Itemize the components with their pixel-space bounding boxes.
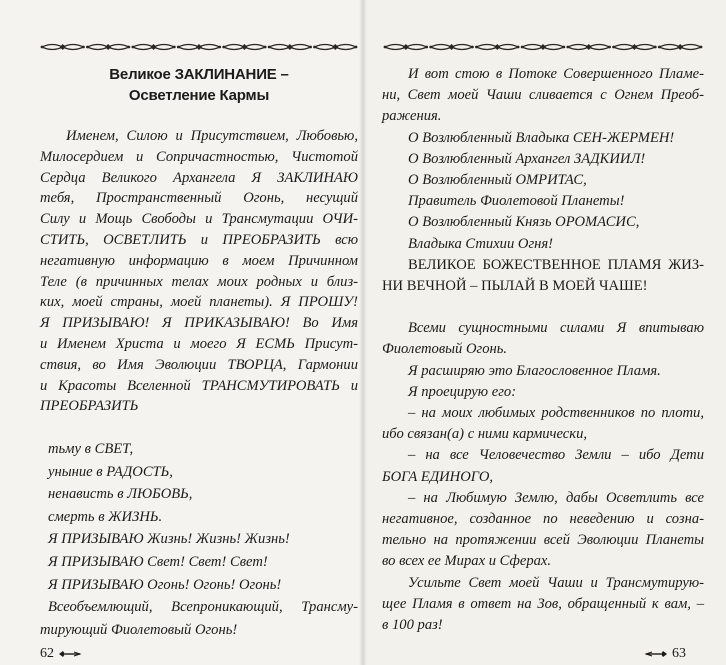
text-line: в 100 раз! xyxy=(382,617,443,634)
text-line: – на Любимую Землю, дабы Осветлить все xyxy=(408,489,704,506)
text-line: ПРЕОБРАЗИТЬ xyxy=(40,398,139,415)
text-line: щее Пламя в ответ на Зов, обращенный к вам, – xyxy=(382,595,704,612)
text-line: Я ПРИЗЫВАЮ! Я ПРИКАЗЫВАЮ! Во Имя xyxy=(40,315,358,332)
ornament-motif xyxy=(566,44,611,50)
text-line: О Возлюбленный Князь ОРОМАСИС, xyxy=(408,214,640,231)
text-line: Фиолетовый Огонь. xyxy=(382,341,508,358)
text-line: тьму в СВЕТ, xyxy=(48,441,134,457)
text-line: смерть в ЖИЗНЬ. xyxy=(48,508,163,525)
text-line: ВЕЛИКОЕ БОЖЕСТВЕННОЕ ПЛАМЯ ЖИЗ- xyxy=(408,256,704,273)
text-line: ненависть в ЛЮБОВЬ, xyxy=(48,486,193,503)
quill-icon xyxy=(58,649,82,659)
text-line: Я расширяю это Благословенное Пламя. xyxy=(408,362,661,379)
ornament-motif xyxy=(612,44,657,50)
ornament-motif xyxy=(222,44,266,50)
text-line: Владыка Стихии Огня! xyxy=(408,235,554,252)
page-number-left xyxy=(40,646,82,662)
text-line: негативную информацию в моем Причинном xyxy=(40,252,358,269)
text-line: Теле (в причинных телах моих родных и близ- xyxy=(40,273,358,290)
text-line: О Возлюбленный Владыка СЕН-ЖЕРМЕН! xyxy=(408,129,675,146)
text-line: ибо связан(а) с ними кармически, xyxy=(382,426,588,443)
right-body-text xyxy=(382,64,704,636)
text-line: ких, моей страны, моей планеты). Я ПРОШУ! xyxy=(40,294,358,311)
text-line: Милосердием и Сопричастностью, Чистотой xyxy=(40,148,358,165)
quill-icon xyxy=(644,649,668,659)
text-line: О Возлюбленный Архангел ЗАДКИИЛ! xyxy=(408,150,646,167)
text-line: Я проецирую его: xyxy=(408,383,517,400)
paragraph-gap xyxy=(382,297,704,318)
section-title xyxy=(40,64,358,106)
text-line: и Именем Христа и моего Я ЕСМЬ Присут- xyxy=(40,335,358,352)
page-number-value: 62 xyxy=(40,646,54,661)
text-line: Я ПРИЗЫВАЮ Свет! Свет! Свет! xyxy=(48,553,268,570)
text-line: негативное, созданное по неведению и созна- xyxy=(382,511,704,528)
ornament-motif xyxy=(313,44,357,50)
ornament-motif xyxy=(131,44,175,50)
ornament-divider-right xyxy=(383,40,703,54)
text-line: ни, Свет моей Чаши сливается с Огнем Преоб- xyxy=(382,87,704,104)
ornament-divider-left xyxy=(40,40,358,54)
text-line: Всеобъемлющий, Всепроникающий, Трансму- xyxy=(48,599,358,616)
text-line: О Возлюбленный ОМРИТАС, xyxy=(408,172,587,189)
text-line: ражения. xyxy=(382,108,442,125)
page-number-right xyxy=(644,646,686,662)
book-spine-shadow xyxy=(359,0,367,665)
title-line-2: Осветление Кармы xyxy=(128,87,270,104)
ornament-motif xyxy=(521,44,566,50)
ornament-motif xyxy=(384,44,429,50)
text-line: во всех ее Мирах и Сферах. xyxy=(382,553,552,570)
text-line: Именем, Силою и Присутствием, Любовью, xyxy=(66,128,358,144)
right-page xyxy=(363,0,726,665)
text-line: уныние в РАДОСТЬ, xyxy=(48,463,173,480)
ornament-motif xyxy=(41,44,85,50)
ornament-motif xyxy=(268,44,312,50)
text-line: – на все Человечество Земли – ибо Дети xyxy=(408,447,704,464)
text-line: Усильте Свет моей Чаши и Трансмутирую- xyxy=(408,574,704,591)
ornament-motif xyxy=(429,44,474,50)
text-line: тирующий Фиолетовый Огонь! xyxy=(40,621,238,638)
text-line: И вот стою в Потоке Совершенного Пламе- xyxy=(408,66,704,82)
ornament-motif xyxy=(177,44,221,50)
ornament-motif xyxy=(658,44,703,50)
text-line: – на моих любимых родственников по плоти, xyxy=(408,405,704,422)
text-line: Я ПРИЗЫВАЮ Огонь! Огонь! Огонь! xyxy=(48,576,282,593)
text-line: БОГА ЕДИНОГО, xyxy=(382,468,494,485)
text-line: и Красоты Вселенной ТРАНСМУТИРОВАТЬ и xyxy=(40,377,358,394)
text-line: Сердца Великого Архангела Я ЗАКЛИНАЮ xyxy=(40,169,358,186)
text-line: Я ПРИЗЫВАЮ Жизнь! Жизнь! Жизнь! xyxy=(48,531,290,548)
text-line: тельно на протяжении всей Эволюции Планеты xyxy=(382,532,704,549)
text-line: тебя, Пространственный Огонь, несущий xyxy=(40,190,358,207)
text-line: Правитель Фиолетовой Планеты! xyxy=(408,193,625,210)
text-line: НИ ВЕЧНОЙ – ПЫЛАЙ В МОЕЙ ЧАШЕ! xyxy=(382,278,648,295)
left-chant-text xyxy=(40,438,358,641)
text-line: ствия, во Имя Эволюции ТВОРЦА, Гармонии xyxy=(40,356,358,373)
left-body-text xyxy=(40,126,358,417)
page-number-value: 63 xyxy=(672,646,686,661)
text-line: Всеми сущностными силами Я впитываю xyxy=(408,320,704,337)
ornament-motif xyxy=(86,44,130,50)
ornament-motif xyxy=(475,44,520,50)
text-line: СТИТЬ, ОСВЕТЛИТЬ и ПРЕОБРАЗИТЬ всю xyxy=(40,231,358,248)
text-line: Силу и Мощь Свободы и Трансмутации ОЧИ- xyxy=(40,211,358,228)
title-line-1: Великое ЗАКЛИНАНИЕ – xyxy=(109,66,289,83)
